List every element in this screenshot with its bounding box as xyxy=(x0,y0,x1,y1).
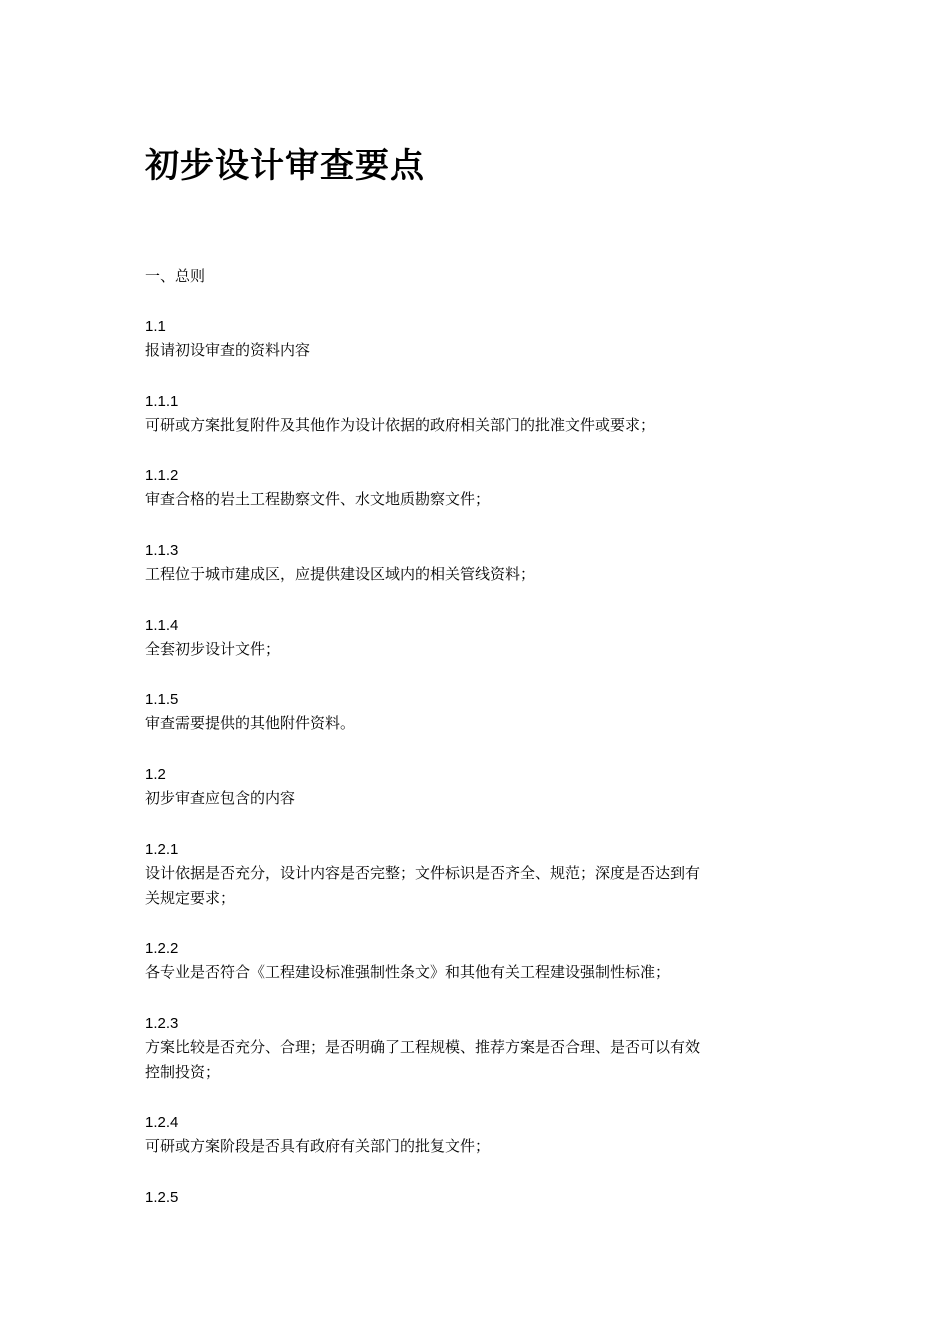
item-text-line-2: 关规定要求； xyxy=(145,889,236,907)
item-1-1-3 xyxy=(145,540,775,587)
item-text: 审查合格的岩土工程勘察文件、水文地质勘察文件； xyxy=(145,490,491,508)
item-1-2-1 xyxy=(145,839,775,911)
item-text: 审查需要提供的其他附件资料。 xyxy=(145,714,356,732)
item-1-1-1 xyxy=(145,391,775,438)
document-title: 初步设计审查要点 xyxy=(145,146,425,186)
item-text-line-1: 设计依据是否充分，设计内容是否完整；文件标识是否齐全、规范；深度是否达到有 xyxy=(145,864,701,882)
item-1-2-3 xyxy=(145,1013,775,1085)
item-1-2-5 xyxy=(145,1187,775,1209)
item-1-2 xyxy=(145,764,775,811)
section-heading-block xyxy=(145,264,775,288)
item-number: 1.2.4 xyxy=(145,1114,179,1131)
item-text: 工程位于城市建成区，应提供建设区域内的相关管线资料； xyxy=(145,565,536,583)
item-1-1 xyxy=(145,316,775,363)
item-text: 可研或方案批复附件及其他作为设计依据的政府相关部门的批准文件或要求； xyxy=(145,416,656,434)
item-text: 各专业是否符合《工程建设标准强制性条文》和其他有关工程建设强制性标准； xyxy=(145,963,671,981)
item-text: 可研或方案阶段是否具有政府有关部门的批复文件； xyxy=(145,1137,491,1155)
item-number: 1.2 xyxy=(145,766,166,783)
item-number: 1.2.1 xyxy=(145,841,179,858)
item-number: 1.2.5 xyxy=(145,1189,179,1206)
item-text-line-1: 方案比较是否充分、合理；是否明确了工程规模、推荐方案是否合理、是否可以有效 xyxy=(145,1038,701,1056)
item-number: 1.1.1 xyxy=(145,393,179,410)
item-number: 1.1.5 xyxy=(145,691,179,708)
item-text: 报请初设审查的资料内容 xyxy=(145,341,311,359)
item-number: 1.1.2 xyxy=(145,467,179,484)
item-number: 1.2.2 xyxy=(145,940,179,957)
item-text: 全套初步设计文件； xyxy=(145,640,281,658)
item-number: 1.1.4 xyxy=(145,617,179,634)
section-heading: 一、总则 xyxy=(145,267,206,285)
item-number: 1.1.3 xyxy=(145,542,179,559)
item-1-1-2 xyxy=(145,465,775,512)
item-number: 1.1 xyxy=(145,318,166,335)
item-1-2-2 xyxy=(145,938,775,985)
item-1-1-5 xyxy=(145,689,775,736)
item-1-1-4 xyxy=(145,615,775,662)
item-text: 初步审查应包含的内容 xyxy=(145,789,296,807)
item-1-2-4 xyxy=(145,1112,775,1159)
item-text-line-2: 控制投资； xyxy=(145,1063,221,1081)
item-number: 1.2.3 xyxy=(145,1015,179,1032)
